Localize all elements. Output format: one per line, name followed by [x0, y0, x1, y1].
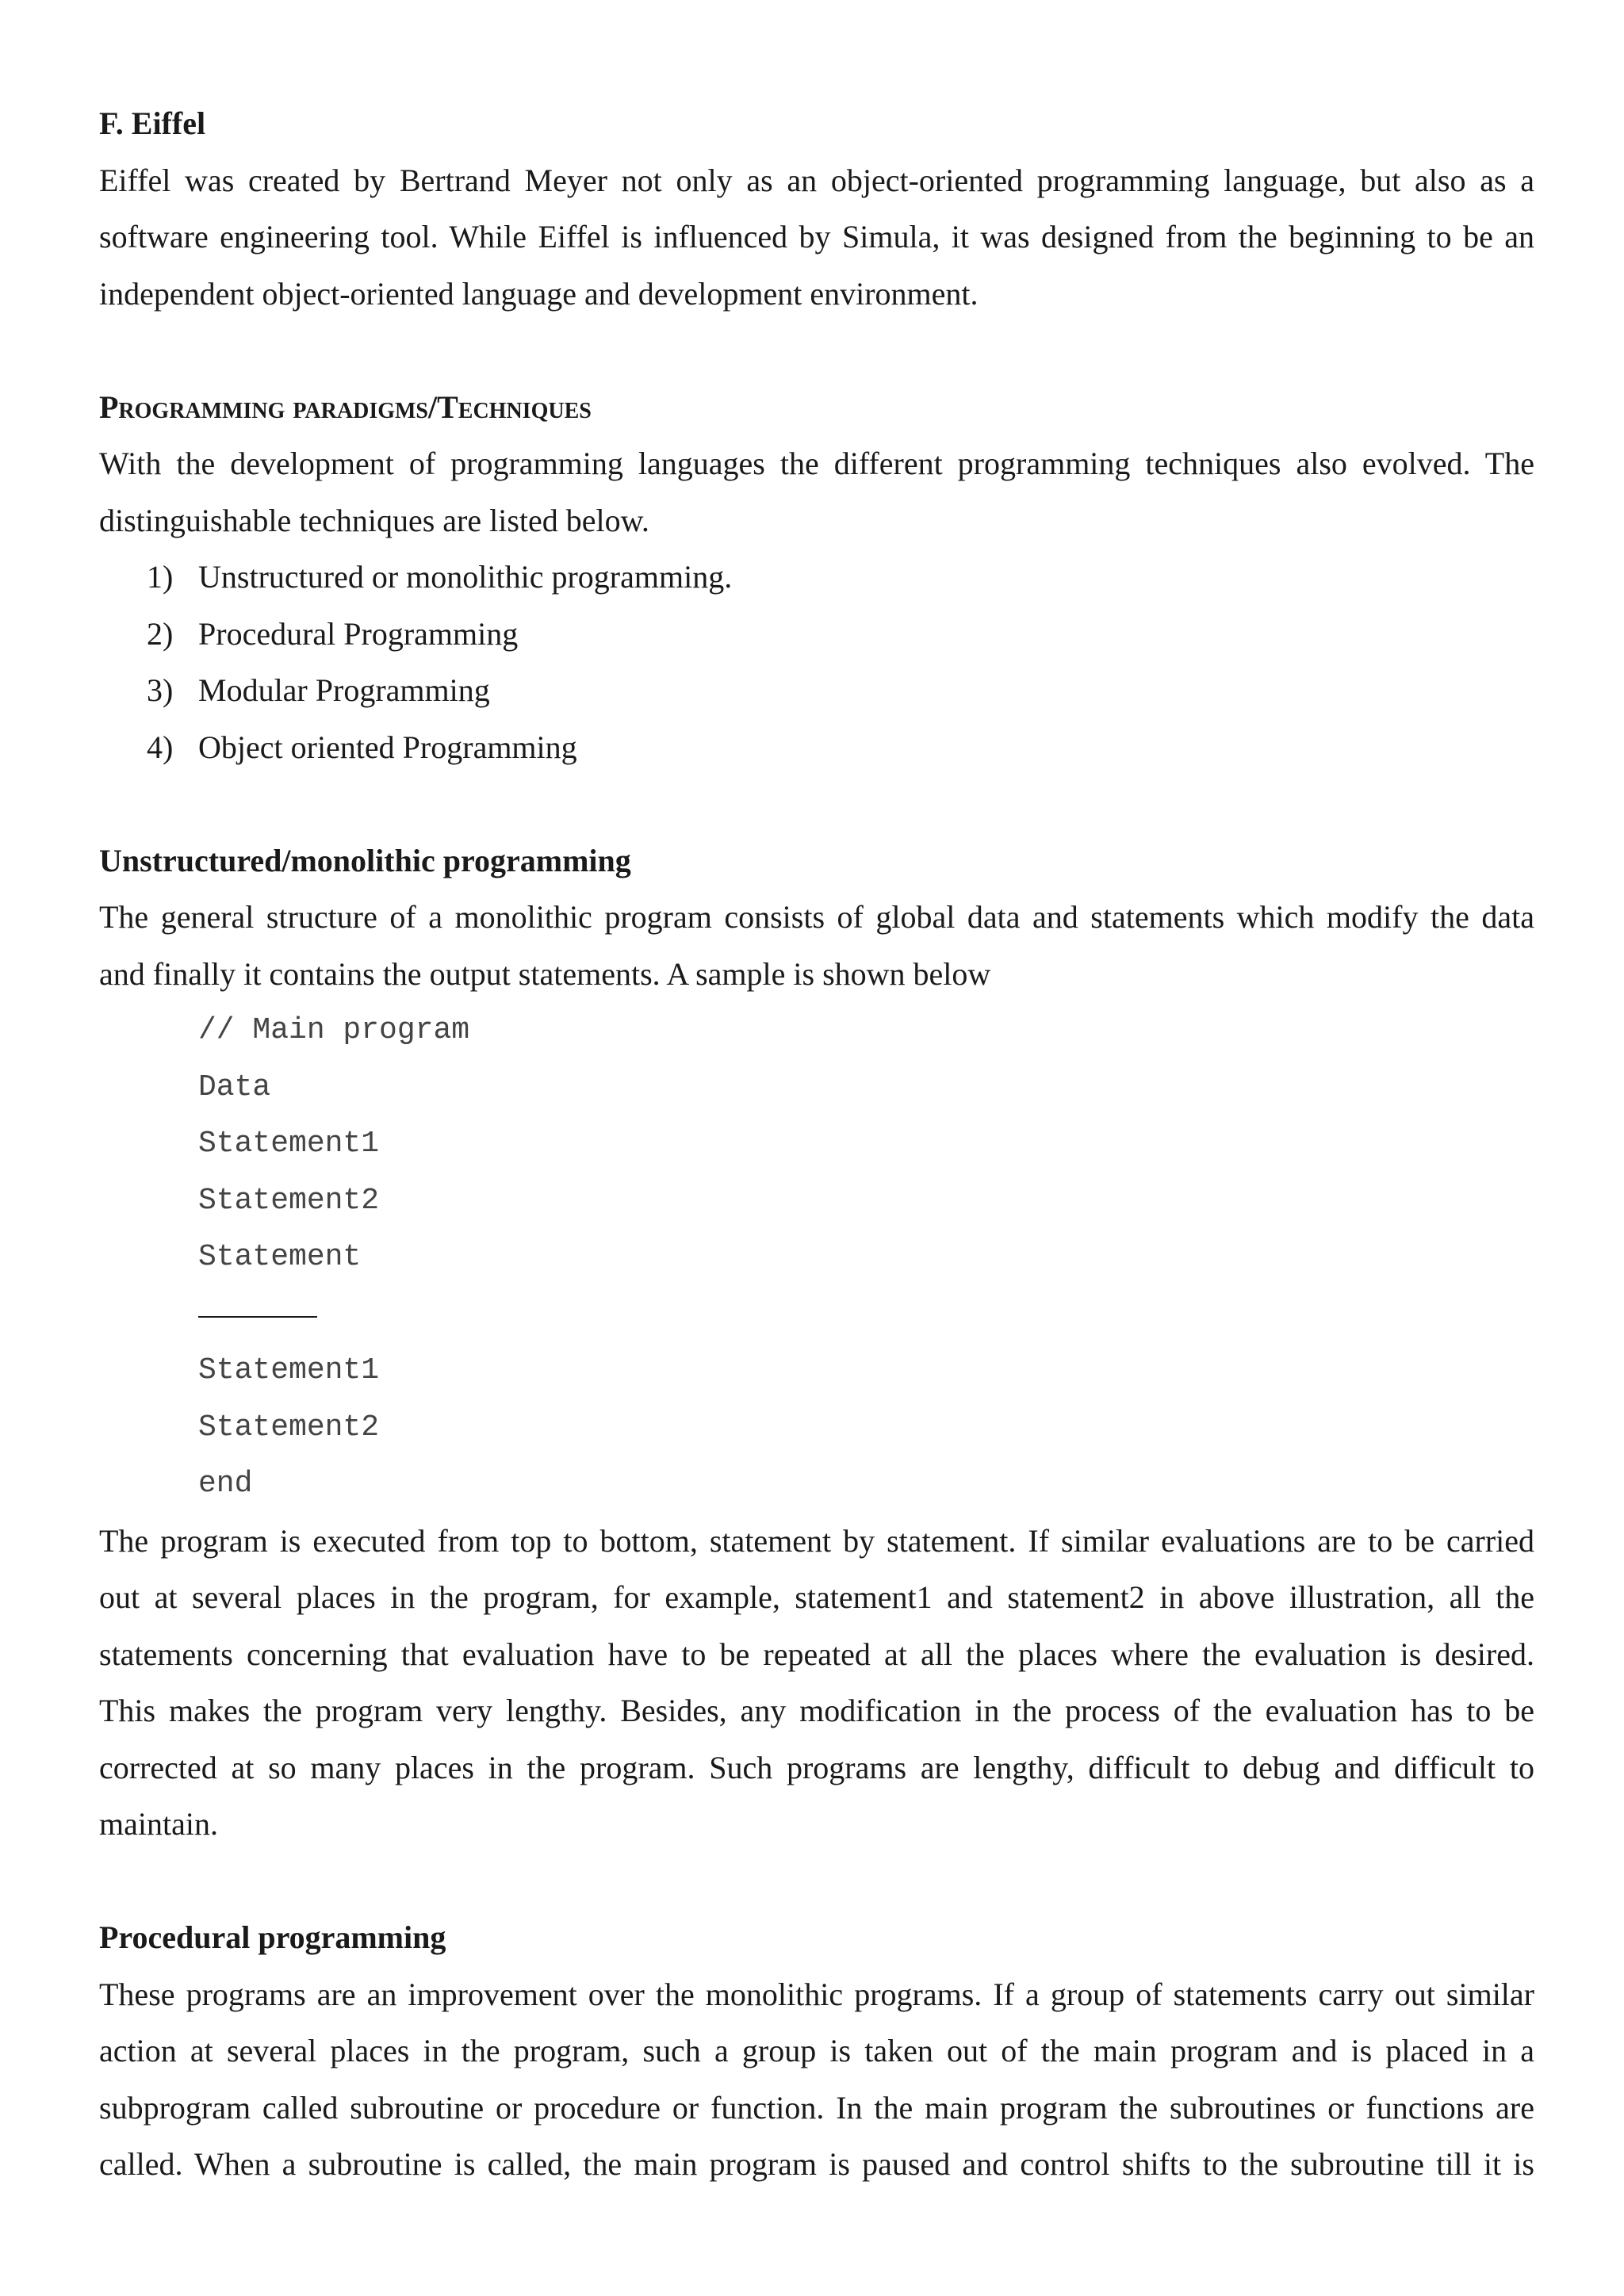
paragraph-line: These programs are an improvement over the monolithic programs. If a group of statements carry out similar [99, 1976, 1534, 2012]
code-line: // Main program [198, 1013, 470, 1047]
paragraph-line: corrected at so many places in the program. Such programs are lengthy, difficult to debug and difficult to [99, 1749, 1534, 1785]
paragraph-line: and finally it contains the output statements. A sample is shown below [99, 955, 991, 992]
paragraph-line: maintain. [99, 1806, 218, 1842]
code-ellipsis-rule [99, 1286, 1534, 1343]
list-item [99, 606, 1534, 663]
procedural-heading: Procedural programming [99, 1919, 446, 1955]
section-gap [99, 775, 1534, 832]
code-line: Statement1 [198, 1353, 380, 1387]
paragraph-line: software engineering tool. While Eiffel is influenced by Simula, it was designed from the beginning to be an [99, 219, 1534, 254]
list-number: 2) [147, 615, 174, 652]
code-line: Statement2 [198, 1183, 380, 1218]
paragraph-line: With the development of programming languages the different programming techniques also evolved. The [99, 446, 1534, 481]
code-line: Statement [198, 1240, 362, 1274]
list-number: 4) [147, 729, 174, 765]
section-gap [99, 1853, 1534, 1910]
list-number: 3) [147, 672, 174, 708]
document-page [99, 95, 1534, 2193]
paragraph-line: action at several places in the program, such a group is taken out of the main program and is placed in a [99, 2033, 1534, 2068]
paragraph-line: out at several places in the program, for example, statement1 and statement2 in above illustration, all the [99, 1579, 1534, 1615]
list-item [99, 662, 1534, 719]
eiffel-heading: F. Eiffel [99, 105, 206, 141]
paragraph-line: distinguishable techniques are listed below. [99, 502, 649, 538]
list-item [99, 719, 1534, 776]
paragraph-line: This makes the program very lengthy. Besides, any modification in the process of the evaluation has to be [99, 1693, 1534, 1728]
monolithic-heading: Unstructured/monolithic programming [99, 842, 631, 878]
paragraph-line: statements concerning that evaluation have to be repeated at all the places where the evaluation is desired. [99, 1636, 1534, 1672]
list-item [99, 549, 1534, 606]
paragraph-line: subprogram called subroutine or procedure or function. In the main program the subroutines or functions are [99, 2089, 1534, 2126]
paragraph-line: The program is executed from top to bottom, statement by statement. If similar evaluations are to be carried [99, 1522, 1534, 1559]
list-number: 1) [147, 559, 174, 595]
paragraph-line: independent object-oriented language and development environment. [99, 275, 979, 312]
code-line: Statement1 [198, 1127, 380, 1161]
list-text: Object oriented Programming [198, 729, 577, 765]
paragraph-line: called. When a subroutine is called, the main program is paused and control shifts to the subroutine till it is [99, 2146, 1534, 2182]
list-text: Unstructured or monolithic programming. [198, 559, 733, 595]
code-line: Statement2 [198, 1410, 380, 1445]
paragraph-line: The general structure of a monolithic program consists of global data and statements which modify the data [99, 899, 1534, 935]
paradigms-heading: Programming paradigms/Techniques [99, 388, 592, 425]
list-text: Modular Programming [198, 672, 490, 708]
horizontal-rule [198, 1316, 317, 1318]
section-gap [99, 322, 1534, 379]
paragraph-line: Eiffel was created by Bertrand Meyer not only as an object-oriented programming language, but also as a [99, 162, 1534, 198]
list-text: Procedural Programming [198, 615, 519, 652]
code-line: Data [198, 1070, 271, 1104]
code-line: end [198, 1467, 253, 1501]
